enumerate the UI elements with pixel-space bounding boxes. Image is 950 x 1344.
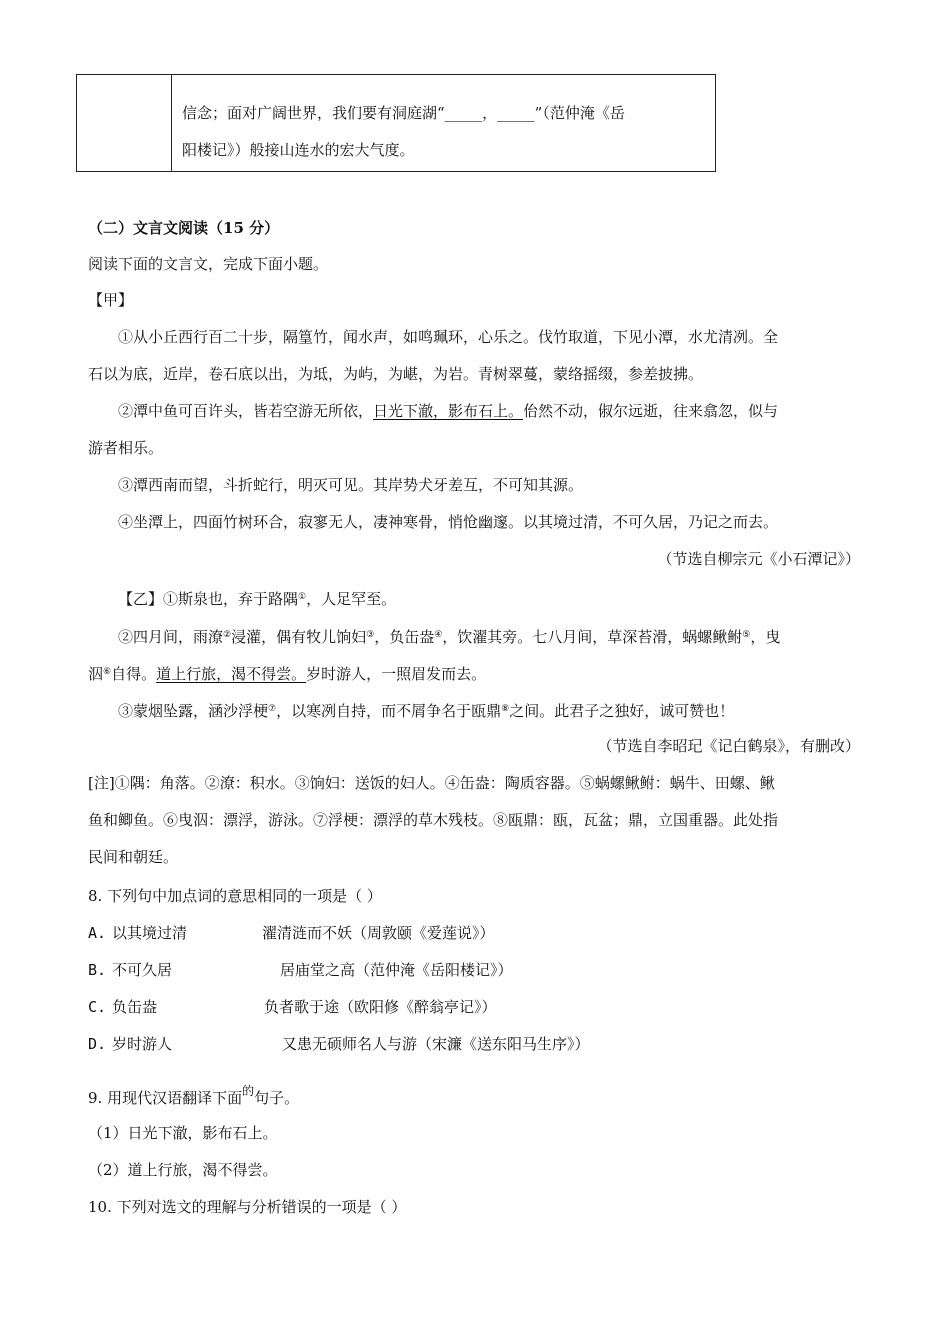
- yi-p1-text-after: ，人足罕至。: [306, 590, 397, 608]
- option-key: D.: [88, 1035, 107, 1053]
- option-reference: 又患无硕师名人与游（宋濂《送东阳马生序》）: [282, 1035, 590, 1053]
- option-sentence: 以其境过清: [112, 924, 188, 942]
- option-sentence: 不可久居: [112, 961, 173, 979]
- jia-p2-underlined-sentence: 日光下澈，影布石上。: [373, 402, 524, 420]
- yi-p2-underlined-sentence: 道上行旅，渴不得尝。: [156, 665, 307, 683]
- jia-paragraph-2-line-2: 游者相乐。: [88, 439, 164, 457]
- table-empty-cell: [77, 75, 172, 171]
- jia-p2-text-after: 佁然不动，俶尔远逝，往来翕忽，似与: [523, 402, 779, 420]
- option-key: A.: [88, 924, 107, 942]
- yi-paragraph-3: [118, 699, 860, 721]
- option-reference: 濯清涟而不妖（周敦颐《爱莲说》）: [262, 924, 495, 942]
- table-text-cell: [172, 75, 715, 171]
- question-8-stem: 8. 下列句中加点词的意思相同的一项是（ ）: [88, 887, 382, 905]
- yi-p2-text-a: ②四月间，雨潦: [118, 628, 224, 646]
- yi-paragraph-2-line-2: [88, 662, 860, 684]
- poem-table: [76, 74, 716, 172]
- q9-sentence-1: （1）日光下澈，影布石上。: [88, 1124, 278, 1142]
- yi-p3-text-c: 之间。此君子之独好，诚可赞也！: [509, 702, 735, 720]
- yi-source: （节选自李昭玘《记白鹤泉》，有删改）: [597, 737, 860, 755]
- note-marker-4: ④: [434, 630, 443, 640]
- question-9-stem: [88, 1081, 860, 1108]
- q8-option-c: [88, 997, 860, 1017]
- jia-paragraph-1-line-2: 石以为底，近岸，卷石底以出，为坻，为屿，为嵁，为岩。青树翠蔓，蒙络摇缀，参差披拂。: [88, 365, 704, 383]
- yi-p2l2-text-b: 自得。: [111, 665, 157, 683]
- q9-stem-b: 句子。: [254, 1089, 300, 1107]
- section-instruction: 阅读下面的文言文，完成下面小题。: [88, 255, 329, 273]
- note-marker-6: ⑥: [103, 667, 112, 677]
- jia-paragraph-1-line-1: ①从小丘西行百二十步，隔篁竹，闻水声，如鸣珮环，心乐之。伐竹取道，下见小潭，水尤清冽。全: [118, 328, 779, 346]
- yi-p2-text-c: ，负缶盎: [374, 628, 435, 646]
- jia-source: （节选自柳宗元《小石潭记》）: [657, 550, 860, 568]
- notes-line-2: 鱼和鲫鱼。⑥曳泅：漂浮，游泳。⑦浮梗：漂浮的草木残枝。⑧瓯鼎：瓯，瓦盆；鼎，立国重器。此处指: [88, 811, 779, 829]
- note-marker-3: ③: [366, 630, 375, 640]
- table-line-1: 信念；面对广阔世界，我们要有洞庭湖“_____，_____”（范仲淹《岳: [182, 104, 625, 122]
- notes-line-3: 民间和朝廷。: [88, 848, 179, 866]
- note-marker-5: ⑤: [742, 630, 751, 640]
- jia-p2-text: ②潭中鱼可百许头，皆若空游无所依，: [118, 402, 374, 420]
- yi-paragraph-1: [118, 587, 860, 609]
- q8-option-b: [88, 960, 860, 980]
- option-key: B.: [88, 961, 107, 979]
- yi-p2-text-d: ，饮濯其旁。七八月间，草深苔滑，蜗螺鳅鲋: [442, 628, 743, 646]
- option-reference: 负者歌于途（欧阳修《醉翁亭记》）: [264, 998, 497, 1016]
- q9-stem-de: 的: [242, 1084, 255, 1098]
- option-reference: 居庙堂之高（范仲淹《岳阳楼记》）: [280, 961, 513, 979]
- yi-p2-text-e: ，曳: [750, 628, 781, 646]
- q9-sentence-2: （2）道上行旅，渴不得尝。: [88, 1161, 278, 1179]
- yi-p3-text-b: ，以寒冽自持，而不屑争名于瓯鼎: [276, 702, 502, 720]
- q9-stem-a: 9. 用现代汉语翻译下面: [88, 1089, 243, 1107]
- note-marker-1: ①: [298, 592, 307, 602]
- option-key: C.: [88, 998, 107, 1016]
- note-marker-2: ②: [223, 630, 232, 640]
- q8-option-a: [88, 923, 860, 943]
- question-10-stem: 10. 下列对选文的理解与分析错误的一项是（ ）: [88, 1198, 407, 1216]
- option-sentence: 负缶盎: [112, 998, 158, 1016]
- note-marker-7: ⑦: [268, 704, 277, 714]
- yi-p2-text-b: 浸灌，偶有牧儿饷妇: [231, 628, 367, 646]
- note-marker-8: ⑧: [501, 704, 510, 714]
- yi-p1-text: ①斯泉也，弃于路隅: [163, 590, 299, 608]
- yi-label: 【乙】: [118, 590, 164, 608]
- yi-paragraph-2-line-1: [118, 625, 860, 647]
- jia-paragraph-2-line-1: [118, 401, 860, 421]
- yi-p2l2-text-c: 岁时游人，一照眉发而去。: [306, 665, 487, 683]
- q8-option-d: [88, 1034, 860, 1054]
- option-sentence: 岁时游人: [112, 1035, 173, 1053]
- jia-paragraph-3: ③潭西南而望，斗折蛇行，明灭可见。其岸势犬牙差互，不可知其源。: [118, 476, 584, 494]
- jia-label: 【甲】: [88, 291, 134, 309]
- yi-p2l2-text-a: 泅: [88, 665, 104, 683]
- section-heading: （二）文言文阅读（15 分）: [88, 219, 280, 237]
- notes-line-1: [注]①隅：角落。②潦：积水。③饷妇：送饭的妇人。④缶盎：陶质容器。⑤蜗螺鳅鲋：蜗牛、田螺、鳅: [88, 774, 775, 792]
- jia-paragraph-4: ④坐潭上，四面竹树环合，寂寥无人，凄神寒骨，悄怆幽邃。以其境过清，不可久居，乃记之而去。: [118, 513, 779, 531]
- yi-p3-text-a: ③蒙烟坠露，涵沙浮梗: [118, 702, 269, 720]
- table-line-2: 阳楼记》）般接山连水的宏大气度。: [182, 141, 415, 159]
